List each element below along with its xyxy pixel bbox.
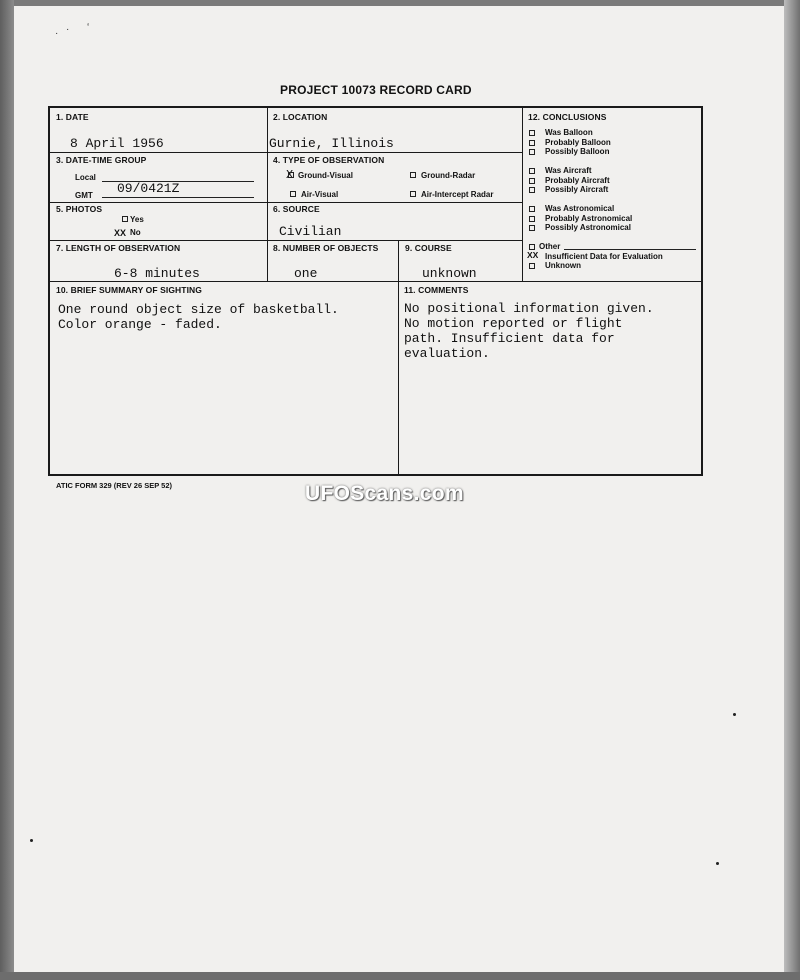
scan-speck: ·: [66, 24, 70, 35]
probably-astronomical-checkbox[interactable]: [529, 216, 535, 222]
divider: [50, 152, 522, 153]
ground-radar-checkbox[interactable]: [410, 172, 416, 178]
watermark: UFOScans.com: [305, 482, 464, 505]
was-balloon-checkbox[interactable]: [529, 130, 535, 136]
divider: [267, 108, 268, 282]
observation-type-label: 4. TYPE OF OBSERVATION: [273, 155, 385, 165]
gmt-label: GMT: [75, 191, 93, 200]
air-intercept-checkbox[interactable]: [410, 191, 416, 197]
was-balloon-option: Was Balloon: [545, 128, 593, 137]
conclusions-label: 12. CONCLUSIONS: [528, 112, 607, 122]
scan-speck: ·: [55, 28, 59, 39]
dtg-label: 3. DATE-TIME GROUP: [56, 155, 147, 165]
photos-no-mark: XX: [114, 228, 127, 238]
other-underline: [564, 249, 696, 250]
insufficient-data-mark: XX: [527, 250, 539, 260]
divider: [398, 240, 399, 475]
date-value: 8 April 1956: [70, 136, 164, 151]
photos-yes-checkbox[interactable]: [122, 216, 128, 222]
scan-edge-bottom: [0, 972, 800, 980]
ground-visual-mark: X: [286, 168, 294, 182]
length-value: 6-8 minutes: [114, 266, 200, 281]
probably-aircraft-checkbox[interactable]: [529, 178, 535, 184]
summary-line: Color orange - faded.: [58, 317, 222, 332]
probably-aircraft-option: Probably Aircraft: [545, 176, 610, 185]
scan-speck: ‘: [87, 22, 90, 33]
scan-speck: [30, 839, 33, 842]
possibly-balloon-checkbox[interactable]: [529, 149, 535, 155]
scan-speck: [716, 862, 719, 865]
comments-line: No positional information given.: [404, 301, 654, 316]
probably-balloon-option: Probably Balloon: [545, 138, 611, 147]
unknown-option: Unknown: [545, 261, 581, 270]
photos-yes-option: Yes: [130, 215, 144, 224]
number-of-objects-label: 8. NUMBER OF OBJECTS: [273, 243, 379, 253]
photos-no-option: No: [130, 228, 141, 237]
comments-line: No motion reported or flight: [404, 316, 623, 331]
unknown-checkbox[interactable]: [529, 263, 535, 269]
length-label: 7. LENGTH OF OBSERVATION: [56, 243, 181, 253]
divider: [50, 202, 522, 203]
possibly-aircraft-option: Possibly Aircraft: [545, 185, 609, 194]
was-aircraft-option: Was Aircraft: [545, 166, 592, 175]
course-value: unknown: [422, 266, 477, 281]
possibly-aircraft-checkbox[interactable]: [529, 187, 535, 193]
was-astronomical-option: Was Astronomical: [545, 204, 615, 213]
location-label: 2. LOCATION: [273, 112, 328, 122]
ground-visual-option: Ground-Visual: [298, 171, 353, 180]
possibly-astronomical-checkbox[interactable]: [529, 225, 535, 231]
was-astronomical-checkbox[interactable]: [529, 206, 535, 212]
summary-label: 10. BRIEF SUMMARY OF SIGHTING: [56, 285, 202, 295]
comments-line: path. Insufficient data for: [404, 331, 615, 346]
insufficient-data-option: Insufficient Data for Evaluation: [545, 252, 663, 261]
divider: [522, 108, 523, 282]
photos-label: 5. PHOTOS: [56, 204, 103, 214]
source-value: Civilian: [279, 224, 342, 239]
comments-line: evaluation.: [404, 346, 490, 361]
scan-edge-left: [0, 0, 14, 980]
scan-edge-right: [784, 0, 800, 980]
probably-balloon-checkbox[interactable]: [529, 140, 535, 146]
other-option: Other: [539, 242, 561, 251]
possibly-balloon-option: Possibly Balloon: [545, 147, 610, 156]
was-aircraft-checkbox[interactable]: [529, 168, 535, 174]
air-visual-checkbox[interactable]: [290, 191, 296, 197]
summary-line: One round object size of basketball.: [58, 302, 339, 317]
date-label: 1. DATE: [56, 112, 89, 122]
probably-astronomical-option: Probably Astronomical: [545, 214, 633, 223]
scan-speck: [733, 713, 736, 716]
ground-radar-option: Ground-Radar: [421, 171, 476, 180]
divider: [50, 281, 701, 282]
ground-visual-checkbox[interactable]: [288, 172, 294, 178]
record-card-form: [48, 106, 703, 476]
air-visual-option: Air-Visual: [301, 190, 339, 199]
comments-label: 11. COMMENTS: [404, 285, 469, 295]
gmt-value: 09/0421Z: [117, 181, 180, 196]
divider: [50, 240, 522, 241]
local-label: Local: [75, 173, 96, 182]
form-footer: ATIC FORM 329 (REV 26 SEP 52): [56, 481, 173, 490]
number-of-objects-value: one: [294, 266, 318, 281]
possibly-astronomical-option: Possibly Astronomical: [545, 223, 631, 232]
source-label: 6. SOURCE: [273, 204, 320, 214]
gmt-underline: [102, 197, 254, 198]
location-value: Gurnie, Illinois: [269, 136, 394, 151]
course-label: 9. COURSE: [405, 243, 452, 253]
card-title: PROJECT 10073 RECORD CARD: [280, 83, 472, 97]
air-intercept-option: Air-Intercept Radar: [421, 190, 494, 199]
